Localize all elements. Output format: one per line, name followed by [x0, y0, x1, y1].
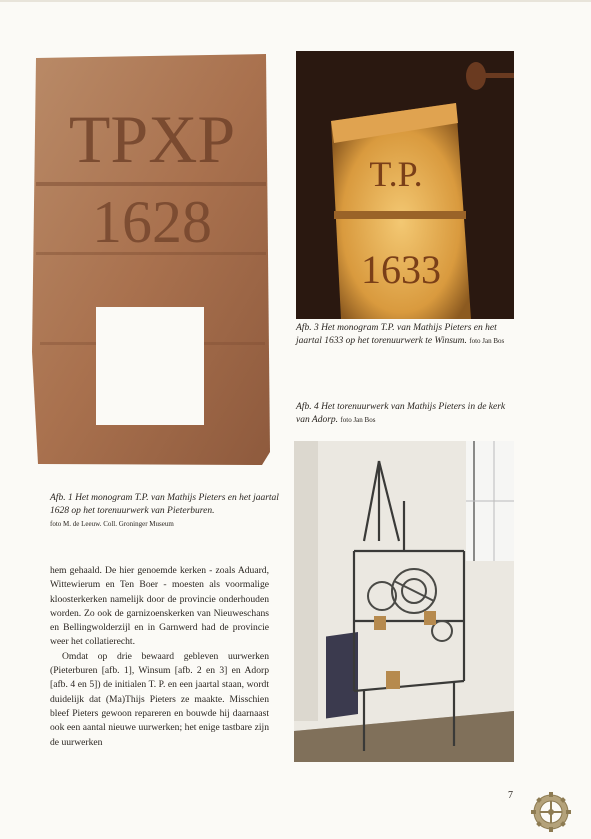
top-rule — [0, 0, 591, 2]
adorp-clock-illustration — [294, 441, 514, 762]
brick-inscription-top: TPXP — [68, 101, 236, 177]
figure-4-caption-block — [296, 401, 516, 427]
page-number: 7 — [508, 790, 513, 801]
body-paragraph-2: Omdat op drie bewaard gebleven uurwerken (Pieterburen [afb. 1], Winsum [afb. 2 en 3] en Adorp [afb. 4 en 5]) de initialen T. P. en een jaartal staan, wordt duidelijk dat (Ma)Thijs Pieters ze maakte. Misschien bleef Pieters gewoon repareren en bouwde hij daarnaast ook een aantal nieuwe uurwerken; het enige tastbare zijn de uurwerken — [50, 650, 269, 748]
body-text-column — [50, 564, 269, 750]
figure-1-credit: foto M. de Leeuw. Coll. Groninger Museum — [50, 520, 174, 528]
winsum-inscription-top: T.P. — [369, 154, 423, 194]
gear-wheel-icon — [529, 790, 573, 834]
figure-1-caption: Afb. 1 Het monogram T.P. van Mathijs Pieters en het jaartal 1628 op het torenuurwerk van Pieterburen. — [50, 493, 279, 516]
winsum-clock-illustration — [296, 51, 514, 319]
figure-4-caption: Afb. 4 Het torenuurwerk van Mathijs Pieters in de kerk van Adorp. — [296, 402, 506, 425]
figure-3-credit: foto Jan Bos — [469, 337, 505, 345]
figure-3-caption-block — [296, 322, 516, 348]
figure-4-credit: foto Jan Bos — [340, 416, 376, 424]
brick-inscription-bottom: 1628 — [92, 189, 212, 255]
body-paragraph-1: hem gehaald. De hier genoemde kerken - zoals Aduard, Wittewierum en Ten Boer - moesten als voormalige kloosterkerken namelijk door de provincie onderhouden worden. Zo ook de garnizoenskerken van Nieuweschans en Bellingwolderzijl en in Garnwerd had de provincie weer het collatierecht. — [50, 565, 269, 648]
brick-plate-illustration — [30, 52, 274, 467]
figure-4-photo — [294, 441, 514, 762]
figure-1-photo — [30, 52, 274, 467]
figure-3-photo — [296, 51, 514, 319]
figure-3-caption: Afb. 3 Het monogram T.P. van Mathijs Pieters en het jaartal 1633 op het torenuurwerk te Winsum. — [296, 323, 497, 346]
figure-1-caption-block — [50, 492, 300, 531]
winsum-inscription-bottom: 1633 — [361, 247, 441, 292]
brick-window-opening — [96, 307, 204, 425]
